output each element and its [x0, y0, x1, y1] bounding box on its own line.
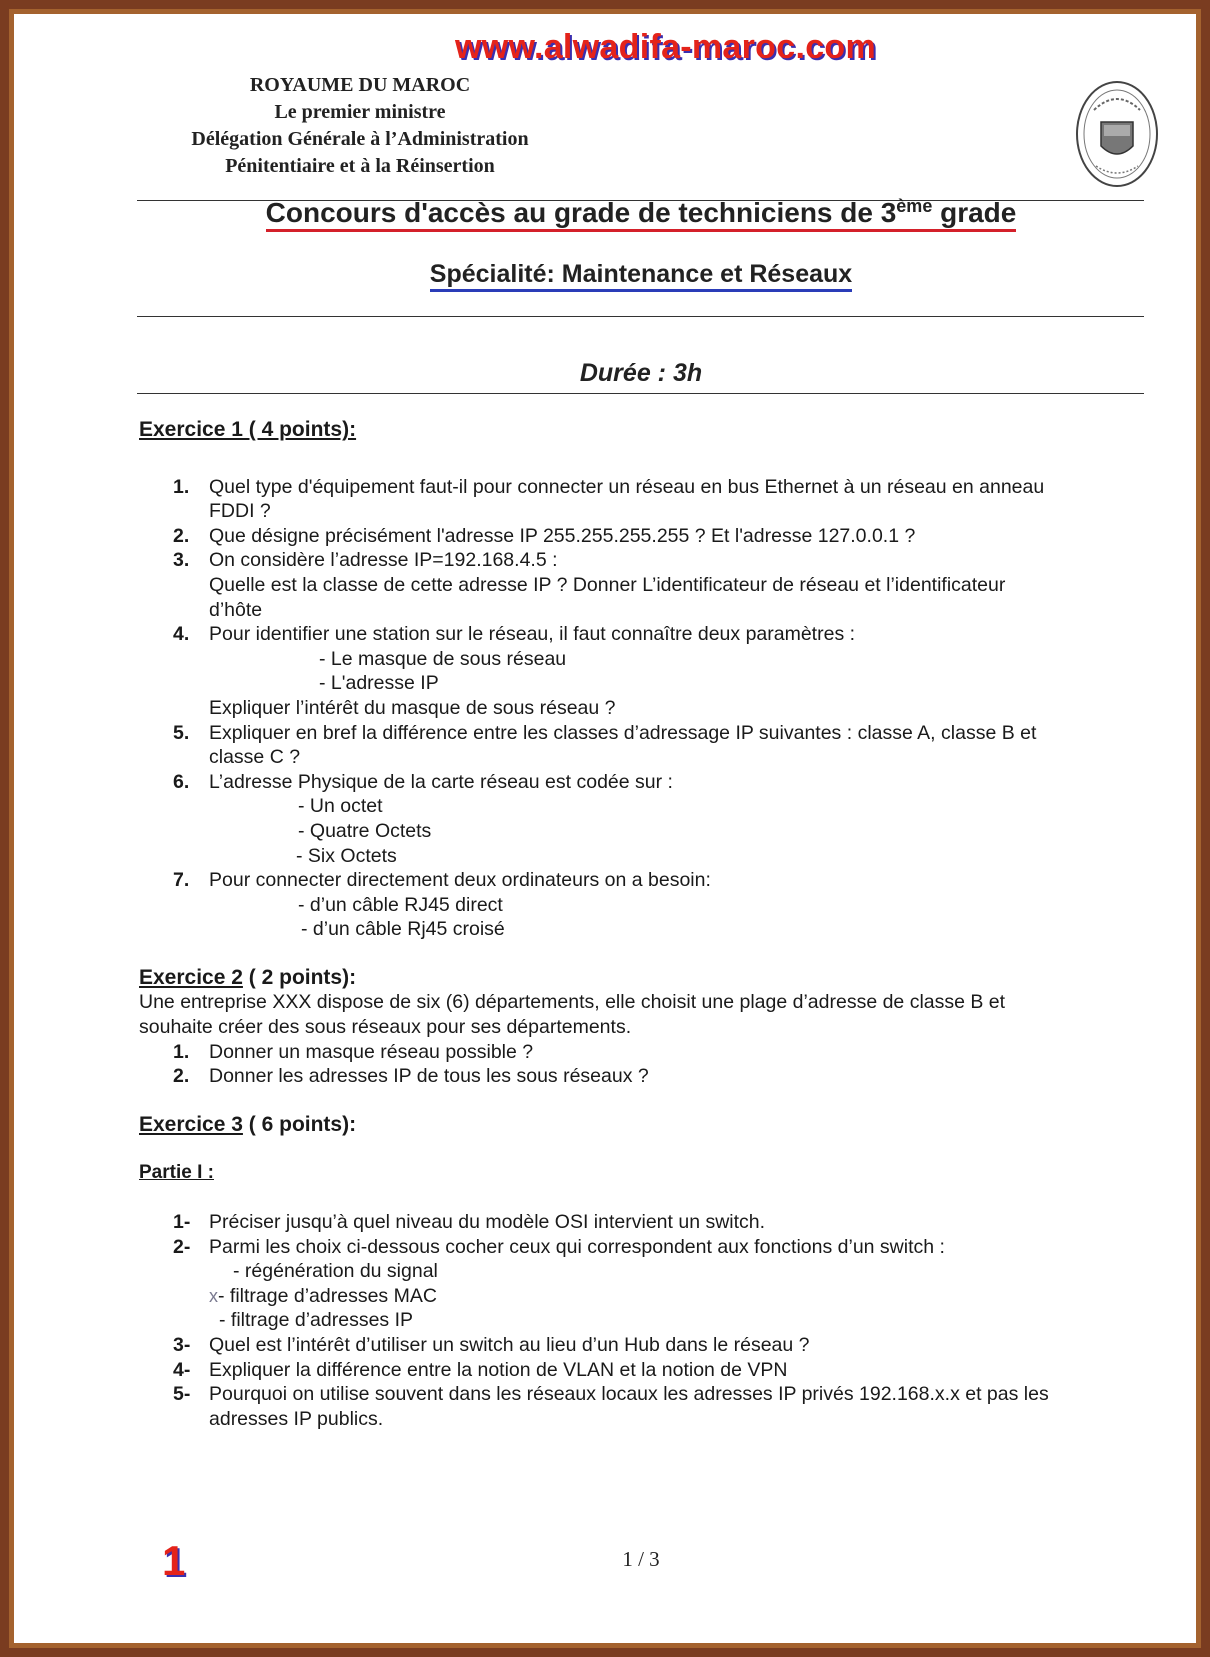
question-item — [139, 868, 1144, 942]
question-item — [139, 1064, 1144, 1089]
question-item — [139, 770, 1144, 868]
question-text: Parmi les choix ci-dessous cocher ceux qui correspondent aux fonctions d’un switch : — [209, 1235, 945, 1258]
header-line-1: ROYAUME DU MAROC — [249, 74, 471, 96]
question-number: 2- — [173, 1235, 191, 1258]
exercise-3-title-text: Exercice 3 — [139, 1112, 243, 1136]
option-text: - Le masque de sous réseau — [319, 647, 567, 670]
question-item — [139, 721, 1144, 770]
question-item — [139, 475, 1144, 524]
question-text: Donner un masque réseau possible ? — [209, 1040, 534, 1063]
question-text: Pour identifier une station sur le réseau, il faut connaître deux paramètres : — [209, 623, 856, 646]
question-text: Que désigne précisément l'adresse IP 255.255.255.255 ? Et l'adresse 127.0.0.1 ? — [209, 524, 916, 547]
exam-title-superscript: ème — [896, 196, 933, 216]
subtitle-rule — [137, 316, 1144, 317]
question-item — [139, 622, 1144, 720]
question-item — [139, 1358, 1144, 1383]
partie-heading: Partie I : — [139, 1162, 214, 1184]
option-text: - Quatre Octets — [298, 819, 432, 842]
question-number: 4. — [173, 623, 190, 646]
question-text: FDDI ? — [209, 500, 271, 523]
question-number: 3. — [173, 549, 190, 572]
exercise-1-title-text: Exercice 1 ( 4 points): — [139, 418, 357, 441]
specialite-text: Spécialité: Maintenance et Réseaux — [430, 260, 852, 292]
exam-content — [139, 418, 1144, 1431]
question-number: 6. — [173, 770, 190, 793]
exercise-3-questions — [139, 1210, 1144, 1431]
question-number: 5- — [173, 1383, 191, 1406]
duration-rule — [137, 393, 1144, 394]
exercise-1-questions — [139, 475, 1144, 942]
question-text: L’adresse Physique de la carte réseau est codée sur : — [209, 770, 673, 793]
question-item — [139, 1333, 1144, 1358]
exam-title-text — [266, 197, 1017, 232]
option-text: - d’un câble Rj45 croisé — [301, 918, 505, 941]
exercise-2-title — [139, 966, 1144, 991]
option-text: - Un octet — [298, 795, 383, 818]
exercise-2-intro: souhaite créer des sous réseaux pour ses départements. — [139, 1016, 632, 1039]
question-text: Pourquoi on utilise souvent dans les réseaux locaux les adresses IP privés 192.168.x.x et pas les — [209, 1383, 1049, 1406]
institution-emblem-logo — [1074, 80, 1160, 192]
question-item — [139, 1040, 1144, 1065]
question-number: 2. — [173, 1065, 190, 1088]
question-text: Pour connecter directement deux ordinateurs on a besoin: — [209, 869, 711, 892]
option-text: - Six Octets — [296, 844, 397, 867]
duration: Durée : 3h — [579, 359, 703, 387]
question-item — [139, 1210, 1144, 1235]
handwritten-check-mark: x — [209, 1285, 218, 1306]
institution-header — [150, 72, 570, 180]
question-item — [139, 524, 1144, 549]
header-line-4: Pénitentiaire et à la Réinsertion — [225, 155, 495, 177]
question-text: classe C ? — [209, 746, 301, 769]
specialite-heading — [0, 260, 1210, 289]
option-text: - filtrage d’adresses MAC — [218, 1284, 437, 1307]
question-number: 5. — [173, 721, 190, 744]
question-number: 4- — [173, 1358, 191, 1381]
exercise-3-title — [139, 1113, 1144, 1138]
question-text: Préciser jusqu’à quel niveau du modèle OSI intervient un switch. — [209, 1211, 766, 1234]
question-text: Expliquer l’intérêt du masque de sous réseau ? — [209, 696, 616, 719]
question-item — [139, 1382, 1144, 1431]
question-item — [139, 1235, 1144, 1333]
exercise-2-title-text: Exercice 2 — [139, 965, 243, 989]
question-item — [139, 548, 1144, 622]
question-number: 7. — [173, 869, 190, 892]
question-number: 3- — [173, 1334, 191, 1356]
question-text: Expliquer en bref la différence entre les classes d’adressage IP suivantes : classe A, classe B et — [209, 721, 1037, 744]
question-text: adresses IP publics. — [209, 1407, 384, 1430]
exercise-2-questions — [139, 1040, 1144, 1089]
exercise-1-title — [139, 418, 1144, 443]
option-text: - d’un câble RJ45 direct — [298, 893, 503, 916]
exercise-2-points: ( 2 points): — [242, 965, 357, 989]
question-text: On considère l’adresse IP=192.168.4.5 : — [209, 549, 558, 572]
question-text: Quelle est la classe de cette adresse IP ? Donner L’identificateur de réseau et l’identificateur — [209, 573, 1006, 596]
question-text: Donner les adresses IP de tous les sous réseaux ? — [209, 1065, 649, 1088]
question-text: Quel est l’intérêt d’utiliser un switch au lieu d’un Hub dans le réseau ? — [209, 1334, 810, 1356]
header-line-3: Délégation Générale à l’Administration — [191, 128, 529, 150]
question-text: d’hôte — [209, 598, 263, 621]
corner-page-number: 1 — [162, 1537, 186, 1584]
header-line-2: Le premier ministre — [274, 101, 446, 123]
option-text: - filtrage d’adresses IP — [219, 1309, 414, 1332]
exam-title — [0, 196, 1210, 229]
question-number: 1- — [173, 1211, 191, 1234]
question-number: 1. — [173, 1040, 190, 1063]
website-watermark: www.alwadifa-maroc.com — [455, 28, 877, 66]
question-number: 1. — [173, 475, 190, 498]
option-text: - L'adresse IP — [319, 672, 439, 695]
question-number: 2. — [173, 524, 190, 547]
question-text: Expliquer la différence entre la notion de VLAN et la notion de VPN — [209, 1358, 788, 1381]
exercise-3-points: ( 6 points): — [242, 1112, 357, 1136]
exam-title-main: Concours d'accès au grade de techniciens de 3 — [265, 197, 897, 228]
exercise-2-intro: Une entreprise XXX dispose de six (6) départements, elle choisit une plage d’adresse de classe B et — [139, 991, 1006, 1014]
option-text: - régénération du signal — [233, 1260, 438, 1283]
exam-title-tail: grade — [932, 197, 1017, 228]
question-text: Quel type d'équipement faut-il pour connecter un réseau en bus Ethernet à un réseau en anneau — [209, 475, 1045, 498]
page-number: 1 / 3 — [622, 1547, 660, 1571]
